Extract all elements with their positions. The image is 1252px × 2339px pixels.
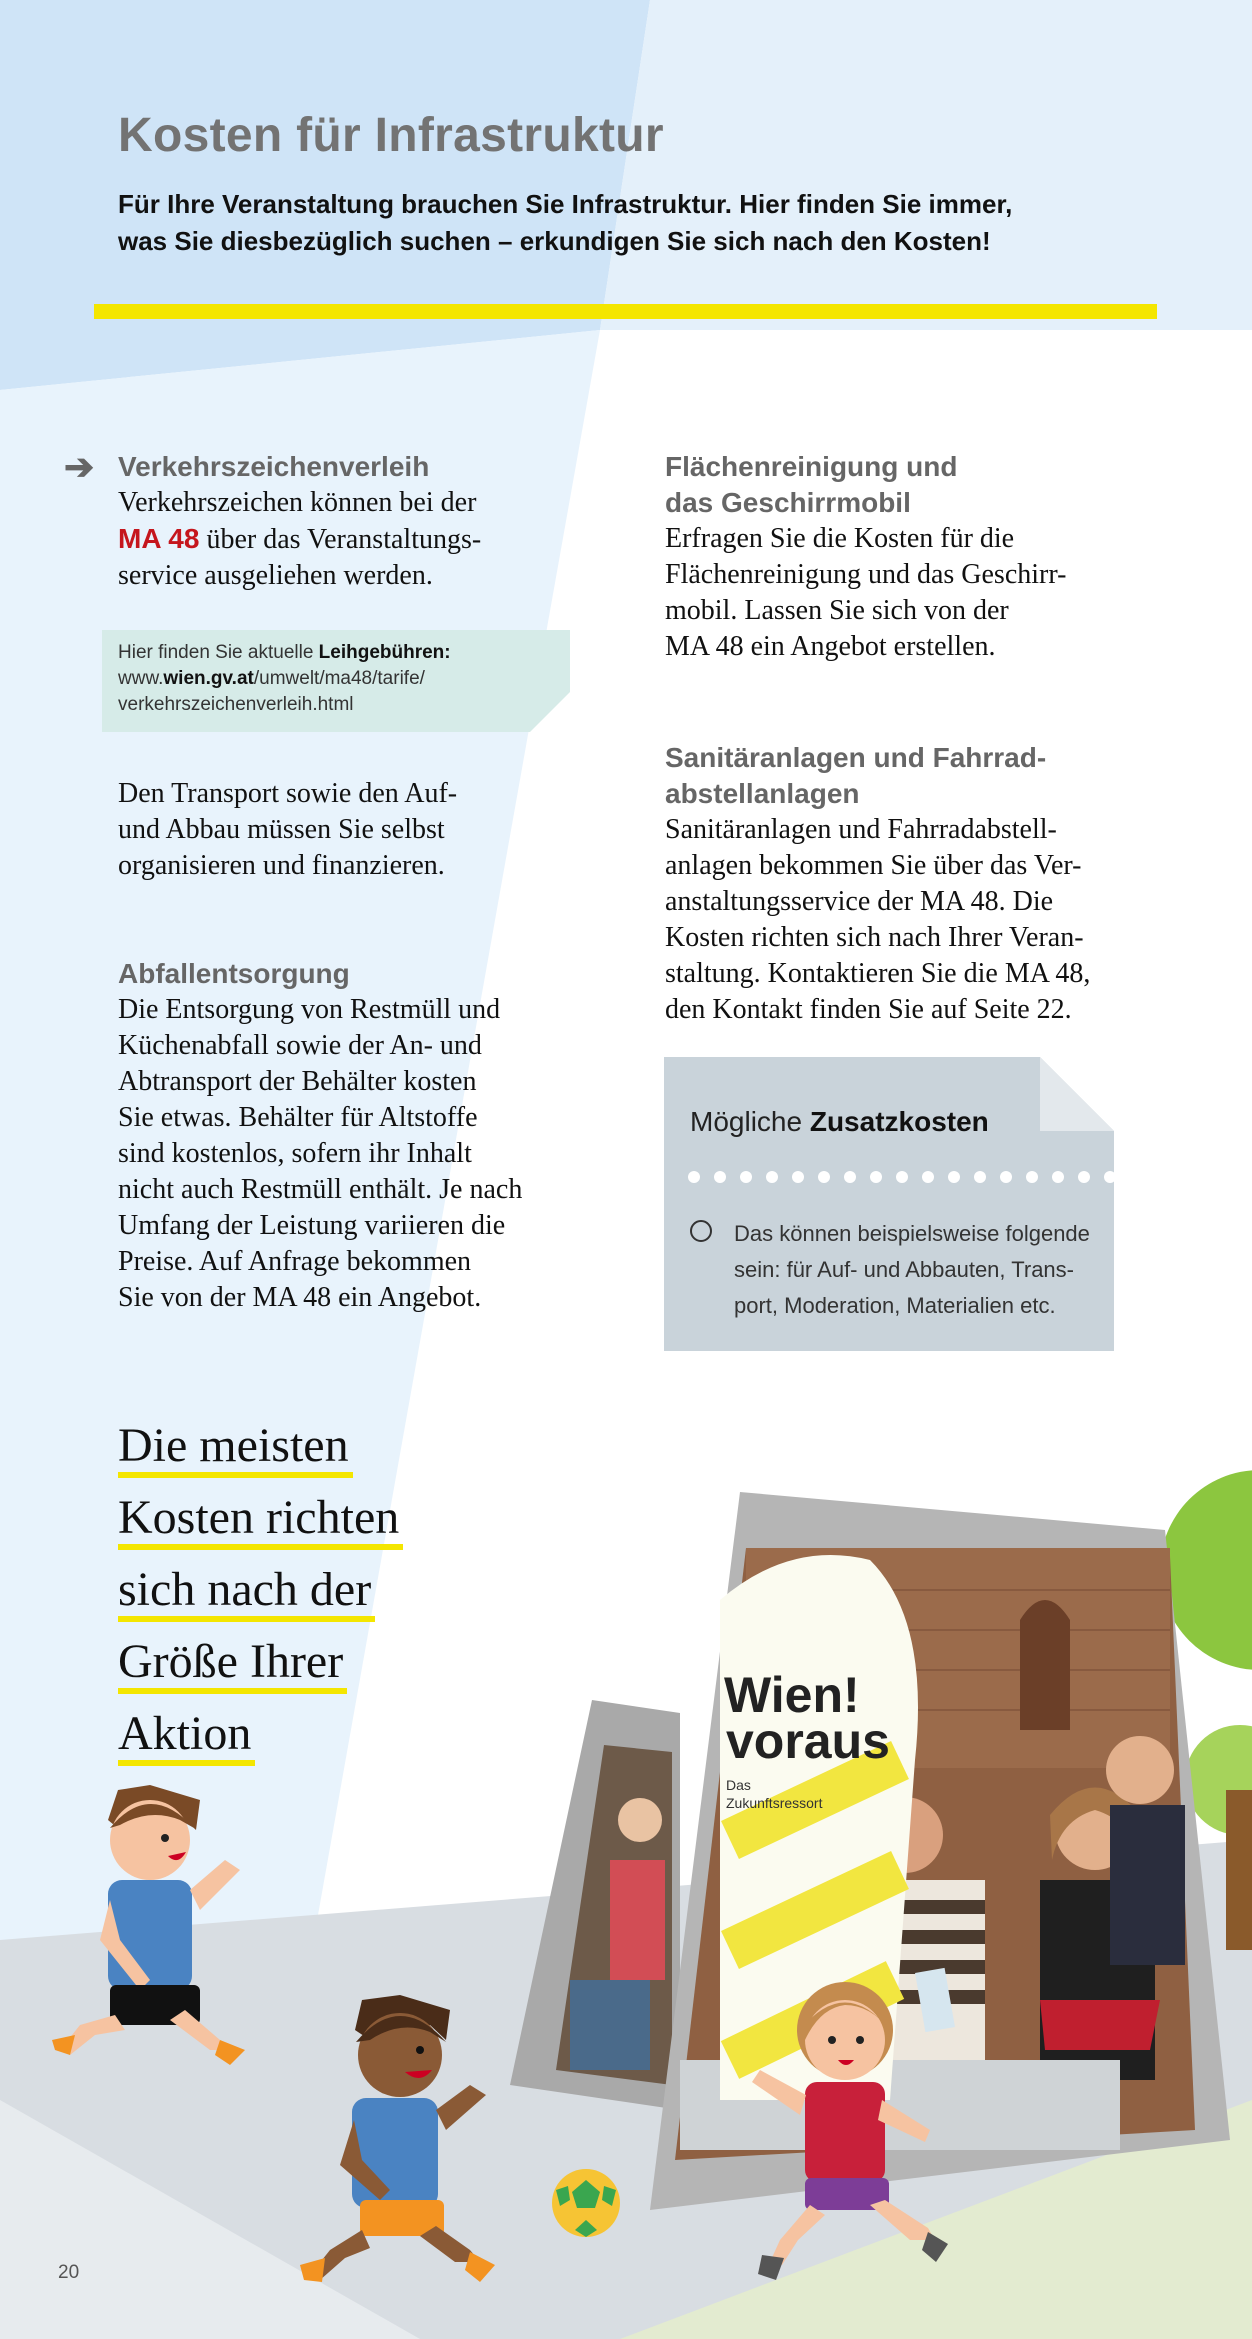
body-line: Flächenreinigung und das Geschirr- — [665, 559, 1067, 590]
arrow-right-icon: ➔ — [64, 446, 95, 487]
body-line: Preise. Auf Anfrage bekommen — [118, 1246, 472, 1277]
url-domain[interactable]: wien.gv.at — [163, 668, 254, 689]
quote-text: Aktion — [118, 1707, 255, 1766]
banner-sub-2: Zukunftsressort — [726, 1795, 823, 1811]
body-line: MA 48 ein Angebot erstellen. — [665, 631, 996, 662]
info-bold: Leihgebühren: — [318, 642, 451, 663]
body-line: service ausgeliehen werden. — [118, 560, 433, 591]
body-line: den Kontakt finden Sie auf Seite 22. — [665, 994, 1072, 1025]
banner-sub-1: Das — [726, 1777, 751, 1793]
quote-line — [118, 1554, 403, 1626]
body-line: Erfragen Sie die Kosten für die — [665, 523, 1015, 554]
body-line — [118, 521, 558, 558]
body-line: und Abbau müssen Sie selbst — [118, 814, 445, 845]
body-line: Sie etwas. Behälter für Altstoffe — [118, 1102, 478, 1133]
quote-text: Größe Ihrer — [118, 1635, 347, 1694]
kid-illustration-2 — [300, 1995, 495, 2282]
note-line: Das können beispielsweise folgende — [734, 1221, 1090, 1246]
section-heading-line-2: das Geschirrmobil — [665, 487, 911, 518]
section-flaechenreinigung — [665, 449, 1125, 665]
quote-line — [118, 1626, 403, 1698]
url-pre[interactable]: www. — [118, 668, 164, 689]
yellow-divider — [94, 304, 1157, 319]
body-line: anlagen bekommen Sie über das Ver- — [665, 850, 1082, 881]
body-text: über das Veranstaltungs- — [199, 524, 482, 555]
small-photo — [510, 1700, 680, 2110]
body-line: anstaltungsservice der MA 48. Die — [665, 886, 1054, 917]
body-line: Küchenabfall sowie der An- und — [118, 1030, 482, 1061]
note-heading-pre: Mögliche — [690, 1106, 810, 1137]
quote-text: Kosten richten — [118, 1491, 403, 1550]
body-line: Die Entsorgung von Restmüll und — [118, 994, 501, 1025]
body-line: Verkehrszeichen können bei der — [118, 487, 477, 518]
section-heading: Abfallentsorgung — [118, 958, 350, 989]
body-line: nicht auch Restmüll enthält. Je nach — [118, 1174, 523, 1205]
banner-title-1: Wien! — [724, 1667, 860, 1723]
page-number: 20 — [58, 2262, 80, 2283]
section-heading: Sanitäranlagen und Fahrrad- — [665, 742, 1047, 773]
body-line: staltung. Kontaktieren Sie die MA 48, — [665, 958, 1091, 989]
body-line: Abtransport der Behälter kosten — [118, 1066, 477, 1097]
info-line — [118, 640, 558, 666]
quote-line — [118, 1482, 403, 1554]
body-line: Den Transport sowie den Auf- — [118, 778, 458, 809]
intro-line-2: was Sie diesbezüglich suchen – erkundigen Sie sich nach den Kosten! — [118, 226, 991, 256]
info-pre: Hier finden Sie aktuelle — [118, 642, 319, 663]
main-photo — [650, 1492, 1230, 2210]
note-heading-bold: Zusatzkosten — [809, 1106, 989, 1137]
soccer-ball-illustration — [552, 2169, 620, 2237]
ma48-highlight: MA 48 — [118, 523, 200, 554]
section-heading-line-2: abstellanlagen — [665, 778, 860, 809]
dotted-divider — [688, 1170, 1118, 1184]
section-verkehrszeichenverleih — [118, 449, 558, 594]
section-heading: Verkehrszeichenverleih — [118, 451, 430, 482]
body-line: Umfang der Leistung variieren die — [118, 1210, 506, 1241]
note-heading — [690, 1106, 989, 1138]
section-heading: Flächenreinigung und — [665, 451, 958, 482]
body-line: Sie von der MA 48 ein Angebot. — [118, 1282, 482, 1313]
body-line: mobil. Lassen Sie sich von der — [665, 595, 1009, 626]
body-line: Kosten richten sich nach Ihrer Veran- — [665, 922, 1084, 953]
body-line: sind kostenlos, sofern ihr Inhalt — [118, 1138, 472, 1169]
note-line: port, Moderation, Materialien etc. — [734, 1293, 1056, 1318]
quote-text: Die meisten — [118, 1419, 353, 1478]
intro-line-1: Für Ihre Veranstaltung brauchen Sie Infrastruktur. Hier finden Sie immer, — [118, 189, 1013, 219]
kid-illustration-1 — [52, 1785, 245, 2065]
section-sanitaeranlagen — [665, 740, 1125, 1028]
page-title: Kosten für Infrastruktur — [118, 109, 664, 162]
circle-bullet-icon — [690, 1220, 712, 1242]
transport-paragraph — [118, 776, 558, 884]
intro-text — [118, 186, 1058, 260]
banner-title-2: voraus — [726, 1713, 890, 1769]
note-line: sein: für Auf- und Abbauten, Trans- — [734, 1257, 1074, 1282]
info-link[interactable] — [118, 666, 558, 692]
url-path[interactable]: /umwelt/ma48/tarife/ — [253, 668, 425, 689]
info-link-line-2[interactable]: verkehrszeichenverleih.html — [118, 694, 354, 715]
section-abfallentsorgung — [118, 956, 568, 1316]
info-box-text — [118, 640, 558, 718]
quote-line — [118, 1698, 403, 1770]
body-line: Sanitäranlagen und Fahrradabstell- — [665, 814, 1057, 845]
quote-line — [118, 1410, 403, 1482]
quote-text: sich nach der — [118, 1563, 375, 1622]
body-line: organisieren und finanzieren. — [118, 850, 445, 881]
note-text — [734, 1216, 1104, 1324]
pull-quote — [118, 1410, 403, 1770]
